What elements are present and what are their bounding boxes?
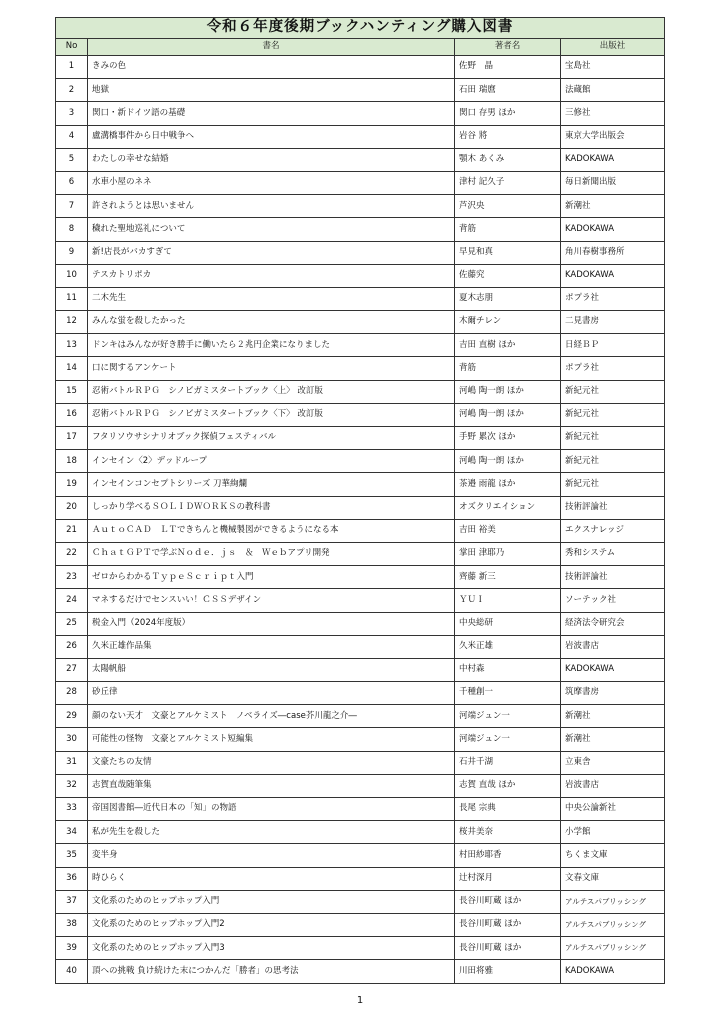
cell-title: インセイン〈2〉デッドループ (88, 450, 455, 473)
cell-no: 3 (56, 102, 88, 125)
cell-no: 34 (56, 821, 88, 844)
cell-author: 吉田 裕美 (455, 519, 561, 542)
cell-no: 37 (56, 890, 88, 913)
cell-publisher: 新紀元社 (561, 403, 665, 426)
cell-publisher: 岩波書店 (561, 774, 665, 797)
table-row (56, 612, 665, 635)
cell-publisher: 新紀元社 (561, 473, 665, 496)
cell-no: 5 (56, 148, 88, 171)
cell-publisher: 新紀元社 (561, 450, 665, 473)
cell-title: 変半身 (88, 844, 455, 867)
cell-author: 佐野 晶 (455, 56, 561, 79)
cell-author: 関口 存男 ほか (455, 102, 561, 125)
cell-author: 村田紗耶香 (455, 844, 561, 867)
cell-author: 長谷川町蔵 ほか (455, 890, 561, 913)
table-row (56, 566, 665, 589)
cell-no: 4 (56, 125, 88, 148)
cell-publisher: アルテスパブリッシング (561, 890, 665, 913)
table-row (56, 519, 665, 542)
cell-no: 26 (56, 635, 88, 658)
cell-title: フタリソウサシナリオブック探偵フェスティバル (88, 427, 455, 450)
cell-title: 関口・新ドイツ語の基礎 (88, 102, 455, 125)
cell-title: 時ひらく (88, 867, 455, 890)
cell-no: 30 (56, 728, 88, 751)
cell-publisher: KADOKAWA (561, 218, 665, 241)
cell-publisher: KADOKAWA (561, 960, 665, 983)
cell-author: 河端ジュン一 (455, 728, 561, 751)
document-title: 令和６年度後期ブックハンティング購入図書 (56, 18, 665, 39)
cell-title: 太陽帆船 (88, 658, 455, 681)
cell-publisher: エクスナレッジ (561, 519, 665, 542)
page-number: 1 (356, 995, 364, 1006)
cell-author: 河嶋 陶一朗 ほか (455, 450, 561, 473)
cell-no: 8 (56, 218, 88, 241)
cell-title: 帝国図書館―近代日本の「知」の物語 (88, 798, 455, 821)
table-row (56, 311, 665, 334)
cell-no: 29 (56, 705, 88, 728)
cell-author: 茶邉 雨龍 ほか (455, 473, 561, 496)
cell-author: ＹＵＩ (455, 589, 561, 612)
cell-title: 許されようとは思いません (88, 195, 455, 218)
cell-no: 9 (56, 241, 88, 264)
cell-publisher: ソーテック社 (561, 589, 665, 612)
cell-author: 齊藤 新三 (455, 566, 561, 589)
table-row (56, 403, 665, 426)
cell-no: 27 (56, 658, 88, 681)
table-row (56, 241, 665, 264)
cell-no: 36 (56, 867, 88, 890)
table-row (56, 79, 665, 102)
cell-author: 長谷川町蔵 ほか (455, 937, 561, 960)
cell-title: 文化系のためのヒップホップ入門3 (88, 937, 455, 960)
table-body (56, 56, 665, 984)
cell-title: しっかり学べるＳＯＬＩＤＷＯＲＫＳの教科書 (88, 496, 455, 519)
table-row (56, 821, 665, 844)
cell-title: インセインコンセプトシリーズ 刀華絢爛 (88, 473, 455, 496)
cell-author: 石田 瑞麿 (455, 79, 561, 102)
cell-no: 40 (56, 960, 88, 983)
cell-author: 中村森 (455, 658, 561, 681)
cell-title: 文化系のためのヒップホップ入門2 (88, 913, 455, 936)
cell-no: 13 (56, 334, 88, 357)
cell-title: みんな蛍を殺したかった (88, 311, 455, 334)
cell-title: 税金入門（2024年度版） (88, 612, 455, 635)
cell-title: マネするだけでセンスいい！ＣＳＳデザイン (88, 589, 455, 612)
cell-title: 穢れた聖地巡礼について (88, 218, 455, 241)
cell-title: 私が先生を殺した (88, 821, 455, 844)
cell-author: 芦沢央 (455, 195, 561, 218)
cell-author: 早見和真 (455, 241, 561, 264)
cell-author: 千種創一 (455, 682, 561, 705)
cell-no: 21 (56, 519, 88, 542)
table-row (56, 844, 665, 867)
cell-publisher: 二見書房 (561, 311, 665, 334)
cell-title: 可能性の怪物 文豪とアルケミスト短編集 (88, 728, 455, 751)
cell-no: 7 (56, 195, 88, 218)
table-row (56, 450, 665, 473)
column-header-publisher: 出版社 (561, 39, 665, 56)
cell-publisher: 新潮社 (561, 195, 665, 218)
table-row (56, 798, 665, 821)
cell-no: 19 (56, 473, 88, 496)
table-row (56, 195, 665, 218)
table-row (56, 171, 665, 194)
cell-author: 長尾 宗典 (455, 798, 561, 821)
cell-publisher: アルテスパブリッシング (561, 937, 665, 960)
cell-publisher: 宝島社 (561, 56, 665, 79)
cell-no: 24 (56, 589, 88, 612)
cell-author: 手野 累次 ほか (455, 427, 561, 450)
cell-author: 川田将雅 (455, 960, 561, 983)
cell-publisher: 技術評論社 (561, 566, 665, 589)
cell-author: オズクリエイション (455, 496, 561, 519)
cell-author: 長谷川町蔵 ほか (455, 913, 561, 936)
cell-no: 28 (56, 682, 88, 705)
cell-title: 砂丘律 (88, 682, 455, 705)
cell-author: 背筋 (455, 218, 561, 241)
table-row (56, 658, 665, 681)
book-list-table (55, 17, 665, 984)
table-row (56, 334, 665, 357)
cell-publisher: 毎日新聞出版 (561, 171, 665, 194)
cell-publisher: 経済法令研究会 (561, 612, 665, 635)
cell-title: テスカトリポカ (88, 264, 455, 287)
table-row (56, 682, 665, 705)
cell-no: 22 (56, 542, 88, 565)
table-row (56, 751, 665, 774)
cell-publisher: KADOKAWA (561, 148, 665, 171)
cell-no: 39 (56, 937, 88, 960)
cell-author: 河端ジュン一 (455, 705, 561, 728)
table-row (56, 937, 665, 960)
table-row (56, 867, 665, 890)
cell-title: 忍術バトルＲＰＧ シノビガミスタートブック〈下〉 改訂版 (88, 403, 455, 426)
cell-author: 辻村深月 (455, 867, 561, 890)
column-header-author: 著者名 (455, 39, 561, 56)
cell-publisher: 法蔵館 (561, 79, 665, 102)
cell-publisher: 筑摩書房 (561, 682, 665, 705)
cell-publisher: KADOKAWA (561, 658, 665, 681)
cell-publisher: 角川春樹事務所 (561, 241, 665, 264)
table-header-row (56, 39, 665, 56)
table-row (56, 102, 665, 125)
cell-title: 志賀直哉随筆集 (88, 774, 455, 797)
cell-title: 口に関するアンケート (88, 357, 455, 380)
cell-no: 23 (56, 566, 88, 589)
cell-title: 文豪たちの友情 (88, 751, 455, 774)
cell-no: 32 (56, 774, 88, 797)
table-row (56, 728, 665, 751)
cell-author: 顎木 あくみ (455, 148, 561, 171)
table-row (56, 56, 665, 79)
cell-publisher: ちくま文庫 (561, 844, 665, 867)
cell-no: 6 (56, 171, 88, 194)
cell-title: 文化系のためのヒップホップ入門 (88, 890, 455, 913)
cell-title: 忍術バトルＲＰＧ シノビガミスタートブック〈上〉 改訂版 (88, 380, 455, 403)
cell-author: 夏木志朋 (455, 287, 561, 310)
cell-title: ＣｈａｔＧＰＴで学ぶＮｏｄｅ．ｊｓ ＆ Ｗｅｂアプリ開発 (88, 542, 455, 565)
cell-title: ＡｕｔｏＣＡＤ ＬＴできちんと機械製図ができるようになる本 (88, 519, 455, 542)
table-row (56, 473, 665, 496)
table-row (56, 589, 665, 612)
cell-author: 石井千湖 (455, 751, 561, 774)
table-row (56, 125, 665, 148)
cell-publisher: 新潮社 (561, 705, 665, 728)
table-row (56, 496, 665, 519)
cell-author: 背筋 (455, 357, 561, 380)
cell-no: 2 (56, 79, 88, 102)
book-list-sheet (55, 17, 664, 984)
cell-no: 33 (56, 798, 88, 821)
cell-title: 久米正雄作品集 (88, 635, 455, 658)
cell-title: 二木先生 (88, 287, 455, 310)
cell-title: 顔のない天才 文豪とアルケミスト ノベライズ―case芥川龍之介― (88, 705, 455, 728)
cell-author: 久米正雄 (455, 635, 561, 658)
table-row (56, 960, 665, 983)
table-row (56, 705, 665, 728)
table-row (56, 287, 665, 310)
table-row (56, 148, 665, 171)
table-row (56, 427, 665, 450)
cell-no: 25 (56, 612, 88, 635)
cell-no: 12 (56, 311, 88, 334)
cell-no: 1 (56, 56, 88, 79)
cell-publisher: 中央公論新社 (561, 798, 665, 821)
cell-title: わたしの幸せな結婚 (88, 148, 455, 171)
cell-publisher: 日経ＢＰ (561, 334, 665, 357)
table-row (56, 218, 665, 241)
cell-title: 地獄 (88, 79, 455, 102)
cell-author: 岩谷 將 (455, 125, 561, 148)
cell-publisher: 秀和システム (561, 542, 665, 565)
cell-publisher: 小学館 (561, 821, 665, 844)
cell-author: 河嶋 陶一朗 ほか (455, 380, 561, 403)
cell-author: 佐藤究 (455, 264, 561, 287)
table-row (56, 913, 665, 936)
cell-author: 津村 記久子 (455, 171, 561, 194)
cell-author: 中央総研 (455, 612, 561, 635)
cell-title: ドンキはみんなが好き勝手に働いたら２兆円企業になりました (88, 334, 455, 357)
cell-no: 15 (56, 380, 88, 403)
table-row (56, 890, 665, 913)
cell-title: 新!店長がバカすぎて (88, 241, 455, 264)
cell-author: 志賀 直哉 ほか (455, 774, 561, 797)
cell-publisher: 東京大学出版会 (561, 125, 665, 148)
cell-publisher: 文春文庫 (561, 867, 665, 890)
cell-publisher: 三修社 (561, 102, 665, 125)
column-header-title: 書名 (88, 39, 455, 56)
cell-publisher: 新潮社 (561, 728, 665, 751)
cell-no: 38 (56, 913, 88, 936)
cell-publisher: 岩波書店 (561, 635, 665, 658)
cell-no: 20 (56, 496, 88, 519)
cell-publisher: アルテスパブリッシング (561, 913, 665, 936)
cell-title: 頂への挑戦 負け続けた末につかんだ「勝者」の思考法 (88, 960, 455, 983)
cell-no: 10 (56, 264, 88, 287)
table-row (56, 774, 665, 797)
table-row (56, 357, 665, 380)
cell-title: 盧溝橋事件から日中戦争へ (88, 125, 455, 148)
cell-title: きみの色 (88, 56, 455, 79)
cell-author: 河嶋 陶一朗 ほか (455, 403, 561, 426)
cell-no: 35 (56, 844, 88, 867)
cell-author: 桜井美奈 (455, 821, 561, 844)
cell-publisher: 新紀元社 (561, 427, 665, 450)
table-row (56, 380, 665, 403)
cell-no: 14 (56, 357, 88, 380)
cell-no: 31 (56, 751, 88, 774)
column-header-no: No (56, 39, 88, 56)
cell-title: 水車小屋のネネ (88, 171, 455, 194)
cell-publisher: 技術評論社 (561, 496, 665, 519)
cell-author: 掌田 津耶乃 (455, 542, 561, 565)
cell-no: 18 (56, 450, 88, 473)
cell-publisher: 新紀元社 (561, 380, 665, 403)
table-row (56, 264, 665, 287)
cell-author: 木爾チレン (455, 311, 561, 334)
cell-author: 吉田 直樹 ほか (455, 334, 561, 357)
cell-no: 11 (56, 287, 88, 310)
cell-publisher: ポプラ社 (561, 357, 665, 380)
cell-publisher: KADOKAWA (561, 264, 665, 287)
cell-publisher: 立東舎 (561, 751, 665, 774)
table-row (56, 635, 665, 658)
cell-publisher: ポプラ社 (561, 287, 665, 310)
cell-no: 16 (56, 403, 88, 426)
table-row (56, 542, 665, 565)
cell-no: 17 (56, 427, 88, 450)
cell-title: ゼロからわかるＴｙｐｅＳｃｒｉｐｔ入門 (88, 566, 455, 589)
